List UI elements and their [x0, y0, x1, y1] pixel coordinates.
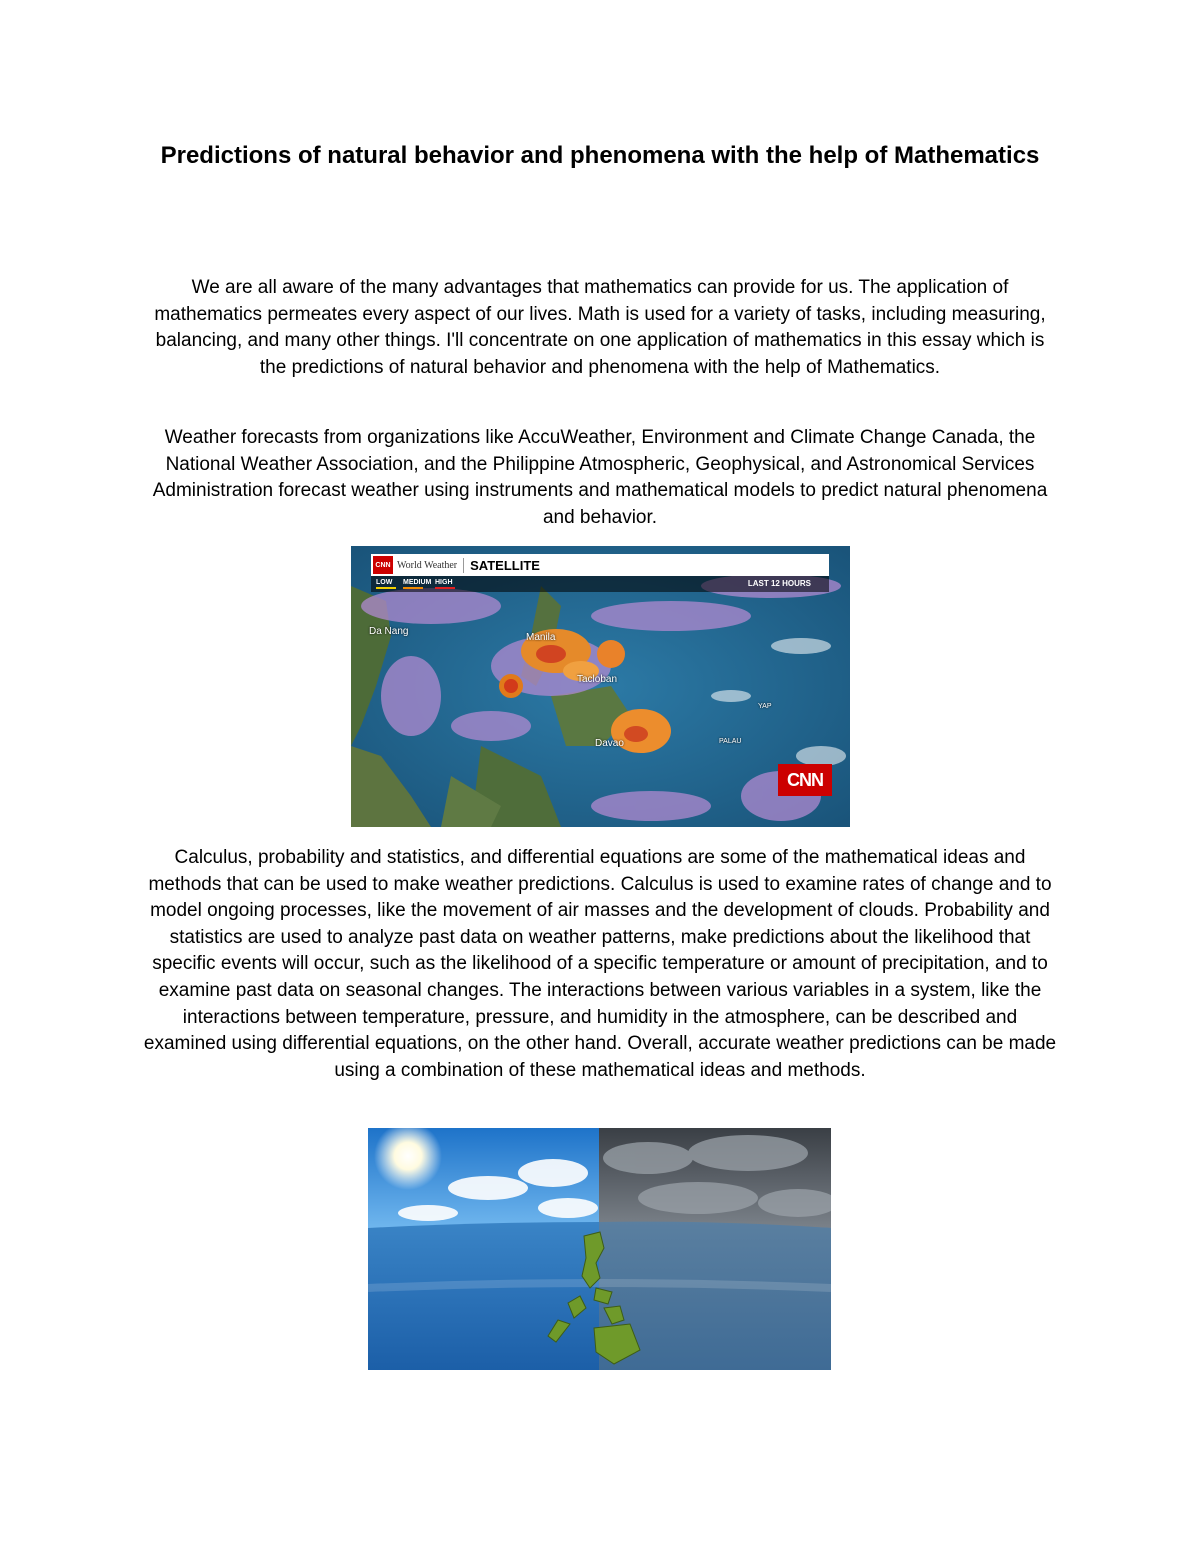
city-label: Da Nang: [369, 626, 409, 637]
legend-medium: MEDIUM: [403, 579, 431, 589]
period-label: LAST 12 HOURS: [747, 579, 811, 588]
forecast-organizations-paragraph: Weather forecasts from organizations like AccuWeather, Environment and Climate Change Canada, the National Weather Association, and the Philippine Atmospheric, Geophysical, and Astronomical Services Administration forecast weather using instruments and mathematical models to predict natural phenomena and behavior.: [152, 427, 1048, 528]
cnn-logo: CNN: [778, 764, 832, 796]
weather-comparison-graphic: [368, 1128, 831, 1370]
city-label: Tacloban: [577, 674, 618, 685]
satellite-legend-bar: [371, 576, 829, 592]
cnn-small-logo: CNN: [373, 556, 393, 574]
page-title: Predictions of natural behavior and phenomena with the help of Mathematics: [160, 142, 1040, 169]
weather-comparison-image: [368, 1128, 831, 1370]
city-label: PALAU: [719, 738, 742, 745]
satellite-title: SATELLITE: [463, 558, 540, 573]
satellite-weather-image: [351, 546, 850, 827]
intro-paragraph: We are all aware of the many advantages that mathematics can provide for us. The application of mathematics permeates every aspect of our lives. Math is used for a variety of tasks, including measuring, balancing, and many other things. I'll concentrate on one application of mathematics in this essay which is the predictions of natural behavior and phenomena with the help of Mathematics.: [154, 277, 1046, 378]
satellite-header-bar: [371, 554, 829, 576]
math-methods-paragraph: Calculus, probability and statistics, and differential equations are some of the mathematical ideas and methods that can be used to make weather predictions. Calculus is used to examine rates of change and to model ongoing processes, like the movement of air masses and the development of clouds. Probability and statistics are used to analyze past data on weather patterns, make predictions about the likelihood that specific events will occur, such as the likelihood of a specific temperature or amount of precipitation, and to examine past data on seasonal changes. The interactions between various variables in a system, like the interactions between temperature, pressure, and humidity in the atmosphere, can be described and examined using differential equations, on the other hand. Overall, accurate weather predictions can be made using a combination of these mathematical ideas and methods.: [143, 847, 1057, 1081]
program-label: World Weather: [397, 559, 458, 571]
city-label: Manila: [526, 632, 556, 643]
city-label: Davao: [595, 738, 624, 749]
legend-high: HIGH: [435, 579, 455, 589]
legend-low: LOW: [376, 579, 396, 589]
city-label: YAP: [758, 703, 772, 710]
